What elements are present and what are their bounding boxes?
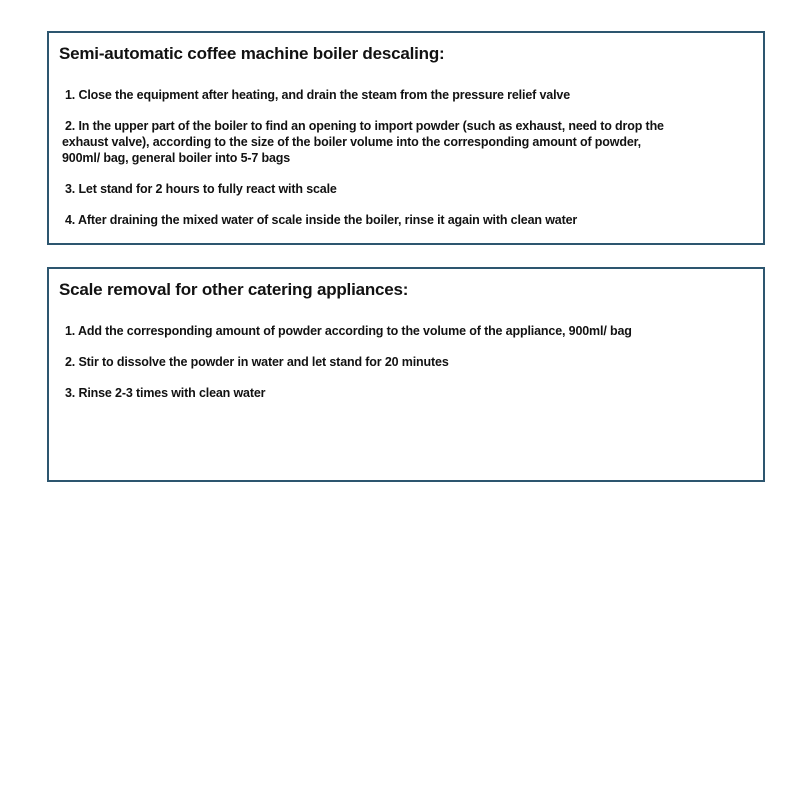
step-1 [65,87,733,103]
boiler-descaling-panel [47,31,765,245]
step-3 [65,181,733,197]
step-1-text: 1. Add the corresponding amount of powder according to the volume of the appliance, 900ml/ bag [65,324,632,338]
step-2-text: 2. Stir to dissolve the powder in water and let stand for 20 minutes [65,355,449,369]
step-3-text: 3. Rinse 2-3 times with clean water [65,386,266,400]
catering-appliances-panel [47,267,765,482]
catering-appliances-steps [49,323,763,401]
step-2 [62,118,733,166]
step-2-text-line-1: 2. In the upper part of the boiler to find an opening to import powder (such as exhaust, need to drop the [65,119,664,133]
step-3 [65,385,733,401]
step-1-text: 1. Close the equipment after heating, and drain the steam from the pressure relief valve [65,88,571,102]
step-1 [65,323,733,339]
step-2-text-line-2: exhaust valve), according to the size of the boiler volume into the corresponding amount of powder, [62,135,641,149]
step-2-text-line-3: 900ml/ bag, general boiler into 5-7 bags [62,151,291,165]
step-4 [65,212,733,228]
step-4-text: 4. After draining the mixed water of scale inside the boiler, rinse it again with clean water [65,213,578,227]
boiler-descaling-title: Semi-automatic coffee machine boiler descaling: [59,44,445,63]
boiler-descaling-steps [49,87,763,228]
step-3-text: 3. Let stand for 2 hours to fully react with scale [65,182,337,196]
catering-appliances-title: Scale removal for other catering appliances: [59,280,409,299]
step-2 [65,354,733,370]
